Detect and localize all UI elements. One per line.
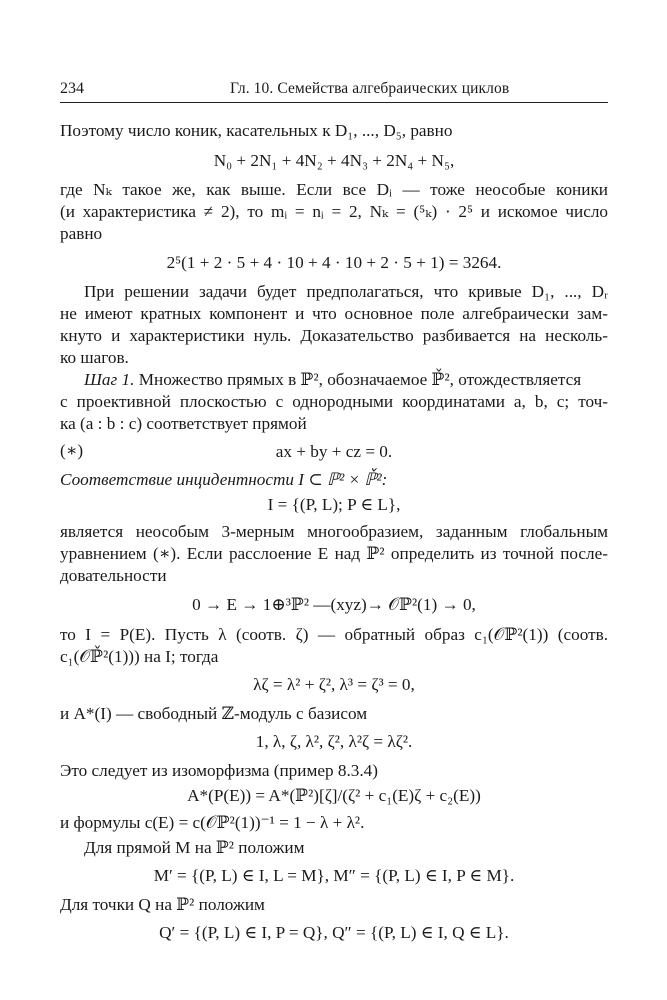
- text-line: Для прямой M на ℙ² положим: [84, 838, 305, 857]
- page-header: [60, 80, 608, 104]
- text-line: c₁(𝒪ℙ̌²(1))) на I; тогда: [60, 647, 219, 666]
- text-line: ко шагов.: [60, 348, 129, 367]
- text-line: Соответствие инцидентности I ⊂ ℙ² × ℙ̌²:: [60, 470, 388, 489]
- text-line: ка (a : b : c) соответствует прямой: [60, 414, 307, 433]
- text-line: (и характеристика ≠ 2), то mᵢ = nᵢ = 2, Nₖ = (⁵ₖ) · 2⁵ и искомое число: [60, 202, 608, 221]
- step-text: Множество прямых в ℙ², обозначаемое ℙ̌², отождествляется: [138, 370, 582, 389]
- text-line: является неособым 3-мерным многообразием, заданным глобальным: [60, 522, 608, 541]
- text-line: Поэтому число коник, касательных к D₁, ..., D₅, равно: [60, 121, 453, 140]
- text-line: [84, 369, 581, 391]
- text-line: то I = P(E). Пусть λ (соотв. ζ) — обратный образ c₁(𝒪ℙ²(1)) (соотв.: [60, 625, 608, 644]
- display-formula: N₀ + 2N₁ + 4N₂ + 4N₃ + 2N₄ + N₅,: [213, 151, 455, 170]
- running-head: Гл. 10. Семейства алгебраических циклов: [230, 80, 510, 97]
- text-line: где Nₖ такое же, как выше. Если все Dᵢ — тоже неособые коники: [60, 180, 608, 199]
- equation-number: (∗): [60, 441, 84, 460]
- display-formula: 0 → E → 1⊕³ℙ² —(xyz)→ 𝒪ℙ²(1) → 0,: [192, 595, 476, 614]
- text-line: с проективной плоскостью с однородными координатами a, b, c; точ-: [60, 392, 608, 411]
- page-number: 234: [60, 80, 84, 97]
- text-line: Для точки Q на ℙ² положим: [60, 895, 265, 914]
- display-formula: M′ = {(P, L) ∈ I, L = M}, M″ = {(P, L) ∈ I, P ∈ M}.: [153, 866, 515, 885]
- text-line: равно: [60, 224, 103, 243]
- header-rule: [60, 102, 608, 103]
- display-formula: Q′ = {(P, L) ∈ I, P = Q}, Q″ = {(P, L) ∈ I, Q ∈ L}.: [159, 923, 509, 942]
- text-line: Это следует из изоморфизма (пример 8.3.4): [60, 761, 378, 780]
- text-line: уравнением (∗). Если расслоение E над ℙ² определить из точной после-: [60, 544, 608, 563]
- display-formula: 1, λ, ζ, λ², ζ², λ²ζ = λζ².: [255, 732, 413, 751]
- text-line: не имеют кратных компонент и что основное поле алгебраически зам-: [60, 304, 608, 323]
- display-formula: ax + by + cz = 0.: [275, 442, 393, 461]
- text-line: и формулы c(E) = c(𝒪ℙ²(1))⁻¹ = 1 − λ + λ².: [60, 813, 365, 832]
- step-label: Шаг 1.: [84, 370, 135, 389]
- display-formula: 2⁵(1 + 2 · 5 + 4 · 10 + 4 · 10 + 2 · 5 + 1) = 3264.: [166, 253, 502, 272]
- display-formula: A*(P(E)) = A*(ℙ²)[ζ]/(ζ² + c₁(E)ζ + c₂(E)): [187, 786, 481, 805]
- display-formula: λζ = λ² + ζ², λ³ = ζ³ = 0,: [253, 675, 415, 694]
- text-line: и A*(I) — свободный ℤ-модуль с базисом: [60, 704, 368, 723]
- text-line: довательности: [60, 566, 167, 585]
- text-line: При решении задачи будет предполагаться, что кривые D₁, ..., Dᵣ: [84, 282, 608, 301]
- text-line: кнуто и характеристики нуль. Доказательство разбивается на несколь-: [60, 326, 608, 345]
- display-formula: I = {(P, L); P ∈ L},: [267, 495, 401, 514]
